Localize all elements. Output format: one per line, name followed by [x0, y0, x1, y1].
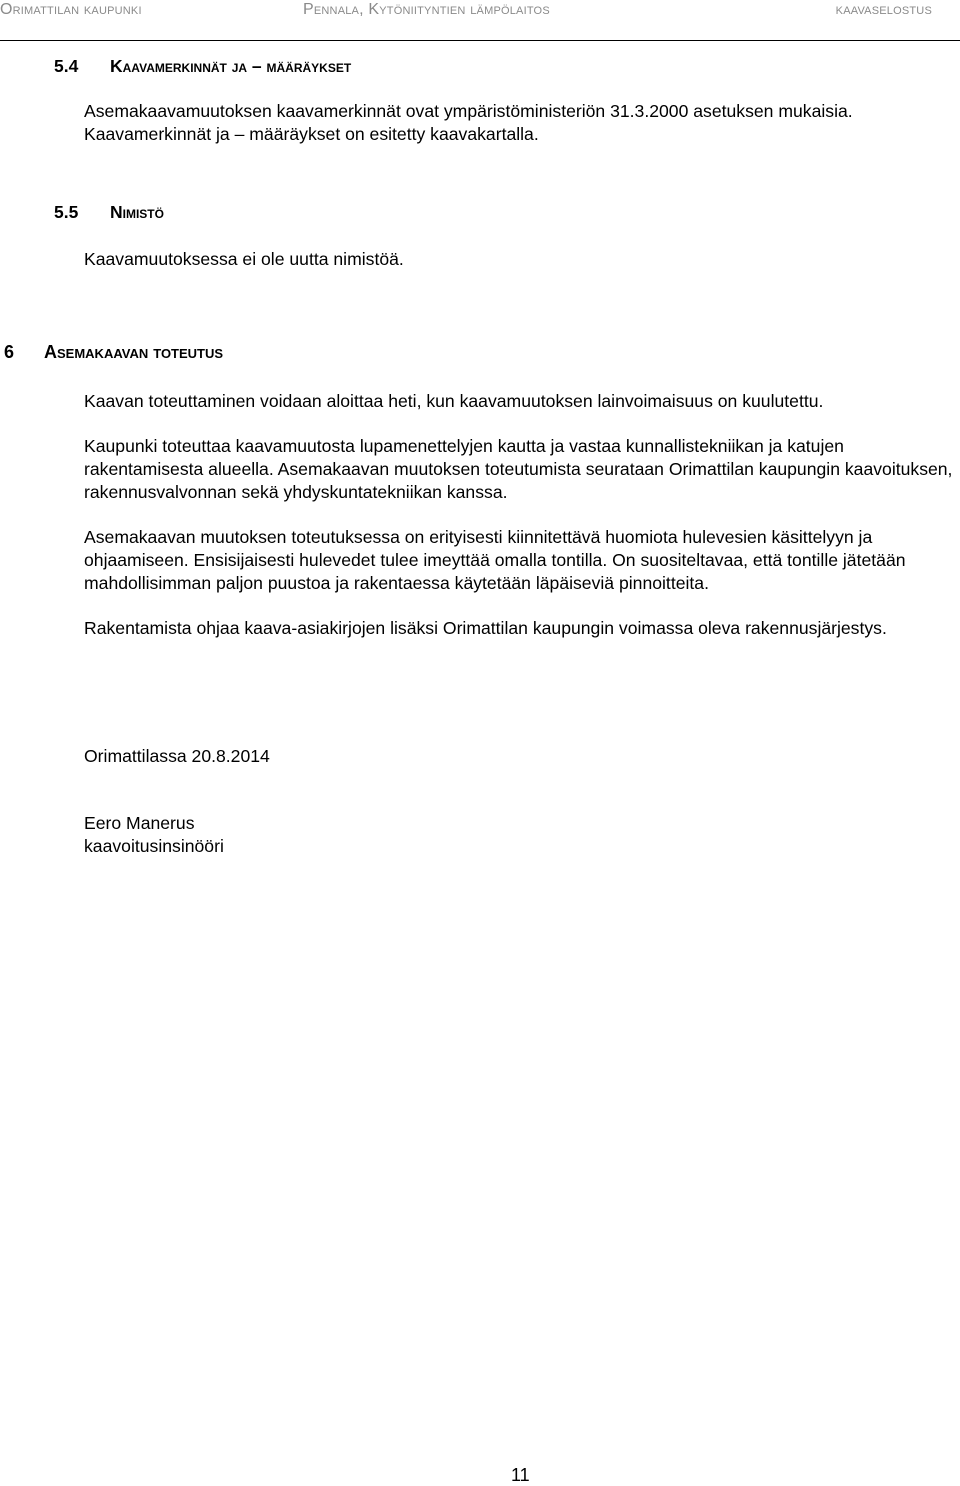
header-organization: Orimattilan kaupunki — [0, 1, 142, 18]
paragraph: Kaupunki toteuttaa kaavamuutosta lupamenettelyjen kautta ja vastaa kunnallistekniikan ja katujen rakentamisesta alueella. Asemakaavan muutoksen toteutumista seurataan Orimattilan kaupungin kaavoituksen, rakennusvalvonnan sekä yhdyskuntatekniikan kanssa. — [84, 436, 953, 502]
section-5-4-heading — [54, 56, 351, 77]
page-header — [0, 0, 960, 41]
section-number: 6 — [4, 342, 15, 362]
page-number: 11 — [511, 1465, 530, 1485]
section-title: Asemakaavan toteutus — [44, 342, 224, 362]
section-title: Kaavamerkinnät ja – määräykset — [110, 56, 352, 76]
paragraph: Kaavamuutoksessa ei ole uutta nimistöä. — [84, 249, 404, 269]
signature-block — [84, 745, 954, 858]
paragraph: Kaavan toteuttaminen voidaan aloittaa heti, kun kaavamuutoksen lainvoimaisuus on kuulutettu. — [84, 391, 824, 411]
section-5-5-body — [84, 248, 954, 271]
signer-name: Eero Manerus — [84, 813, 195, 833]
section-6-heading — [4, 342, 223, 363]
header-project: Pennala, Kytöniityntien lämpölaitos — [303, 1, 550, 18]
paragraph: Asemakaavamuutoksen kaavamerkinnät ovat ympäristöministeriön 31.3.2000 asetuksen mukaisia. Kaavamerkinnät ja – määräykset on esitetty kaavakartalla. — [84, 101, 853, 144]
section-6-body — [84, 390, 954, 640]
section-5-5-heading — [54, 202, 164, 223]
header-document-type: kaavaselostus — [835, 1, 932, 18]
section-5-4-body — [84, 100, 884, 146]
paragraph: Asemakaavan muutoksen toteutuksessa on erityisesti kiinnitettävä huomiota hulevesien käsittelyyn ja ohjaamiseen. Ensisijaisesti hulevedet tulee imeyttää omalla tontilla. On suositeltavaa, että tontille jätetään mahdollisimman paljon puustoa ja rakentaessa käytetään läpäiseviä pinnoitteita. — [84, 527, 906, 593]
paragraph: Rakentamista ohjaa kaava-asiakirjojen lisäksi Orimattilan kaupungin voimassa oleva rakennusjärjestys. — [84, 618, 887, 638]
signer-title: kaavoitusinsinööri — [84, 836, 224, 856]
section-number: 5.5 — [54, 202, 79, 222]
section-number: 5.4 — [54, 56, 79, 76]
section-title: Nimistö — [110, 202, 164, 222]
place-date: Orimattilassa 20.8.2014 — [84, 746, 270, 766]
